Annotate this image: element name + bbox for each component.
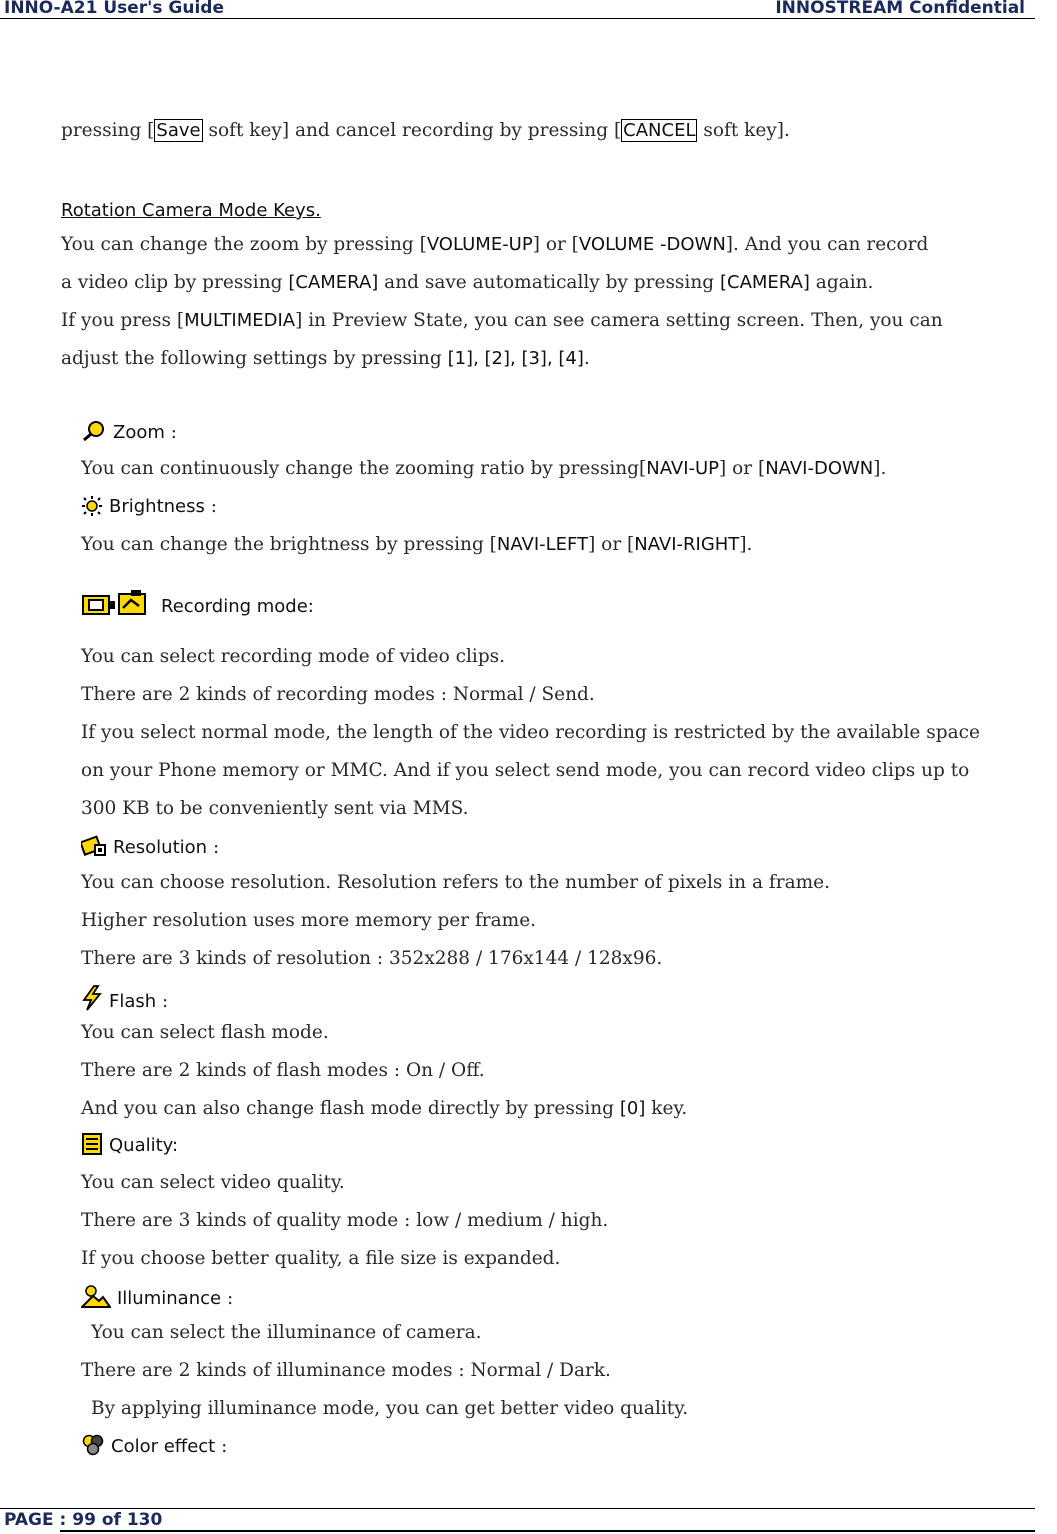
doc-title: INNO-A21 User's Guide (4, 0, 224, 18)
zoom-desc: You can continuously change the zooming ratio by pressing[NAVI-UP] or [NAVI-DOWN]. (81, 458, 887, 479)
paragraph-line: If you press [MULTIMEDIA] in Preview State, you can see camera setting screen. Then, you can (61, 310, 943, 331)
resolution-heading: Resolution : (81, 833, 219, 860)
flash-icon (81, 985, 103, 1011)
page-header (0, 0, 1035, 19)
flash-desc: And you can also change flash mode directly by pressing [0] key. (81, 1098, 688, 1119)
recording-mode-icon (81, 588, 151, 618)
brightness-heading: Brightness : (81, 495, 217, 519)
paragraph-line: adjust the following settings by pressing [1], [2], [3], [4]. (61, 348, 590, 369)
brightness-desc: You can change the brightness by pressing [NAVI-LEFT] or [NAVI-RIGHT]. (81, 534, 753, 555)
quality-desc: If you choose better quality, a file size is expanded. (81, 1248, 561, 1269)
flash-desc: You can select flash mode. (81, 1022, 329, 1043)
illuminance-desc: By applying illuminance mode, you can get better video quality. (91, 1398, 689, 1419)
confidential-label: INNOSTREAM Confidential (775, 0, 1025, 18)
page-number: PAGE : 99 of 130 (4, 1510, 163, 1530)
flash-heading: Flash : (81, 985, 168, 1014)
brightness-icon (81, 496, 103, 516)
resolution-icon (81, 833, 107, 857)
quality-desc: There are 3 kinds of quality mode : low / medium / high. (81, 1210, 609, 1231)
color-effect-icon (81, 1434, 105, 1456)
illuminance-heading: Illuminance : (81, 1284, 233, 1311)
paragraph-line: a video clip by pressing [CAMERA] and save automatically by pressing [CAMERA] again. (61, 272, 874, 293)
illuminance-desc: You can select the illuminance of camera. (91, 1322, 482, 1343)
cancel-key: CANCEL (623, 120, 696, 141)
footer-rule (0, 1508, 1035, 1509)
illuminance-desc: There are 2 kinds of illuminance modes : Normal / Dark. (81, 1360, 611, 1381)
recording-heading: Recording mode: (81, 588, 314, 619)
resolution-desc: There are 3 kinds of resolution : 352x288 / 176x144 / 128x96. (81, 948, 663, 969)
recording-desc: on your Phone memory or MMC. And if you select send mode, you can record video clips up to (81, 760, 970, 781)
color-effect-heading: Color effect : (81, 1434, 227, 1459)
recording-desc: There are 2 kinds of recording modes : Normal / Send. (81, 684, 595, 705)
illuminance-icon (81, 1284, 111, 1308)
resolution-desc: Higher resolution uses more memory per frame. (81, 910, 537, 931)
footer-rule (60, 1530, 1035, 1532)
quality-desc: You can select video quality. (81, 1172, 345, 1193)
intro-line: pressing [ Save soft key] and cancel recording by pressing [ CANCEL soft key]. (61, 120, 790, 141)
recording-desc: 300 KB to be conveniently sent via MMS. (81, 798, 469, 819)
magnifier-icon (81, 420, 107, 442)
resolution-desc: You can choose resolution. Resolution refers to the number of pixels in a frame. (81, 872, 830, 893)
paragraph-line: You can change the zoom by pressing [VOLUME-UP] or [VOLUME -DOWN]. And you can record (61, 234, 929, 255)
section-title: Rotation Camera Mode Keys. (61, 200, 321, 221)
save-key: Save (156, 120, 201, 141)
recording-desc: If you select normal mode, the length of the video recording is restricted by the available space (81, 722, 980, 743)
flash-desc: There are 2 kinds of flash modes : On / Off. (81, 1060, 485, 1081)
quality-icon (81, 1133, 103, 1155)
recording-desc: You can select recording mode of video clips. (81, 646, 506, 667)
quality-heading: Quality: (81, 1133, 178, 1158)
zoom-heading: Zoom : (81, 420, 177, 445)
